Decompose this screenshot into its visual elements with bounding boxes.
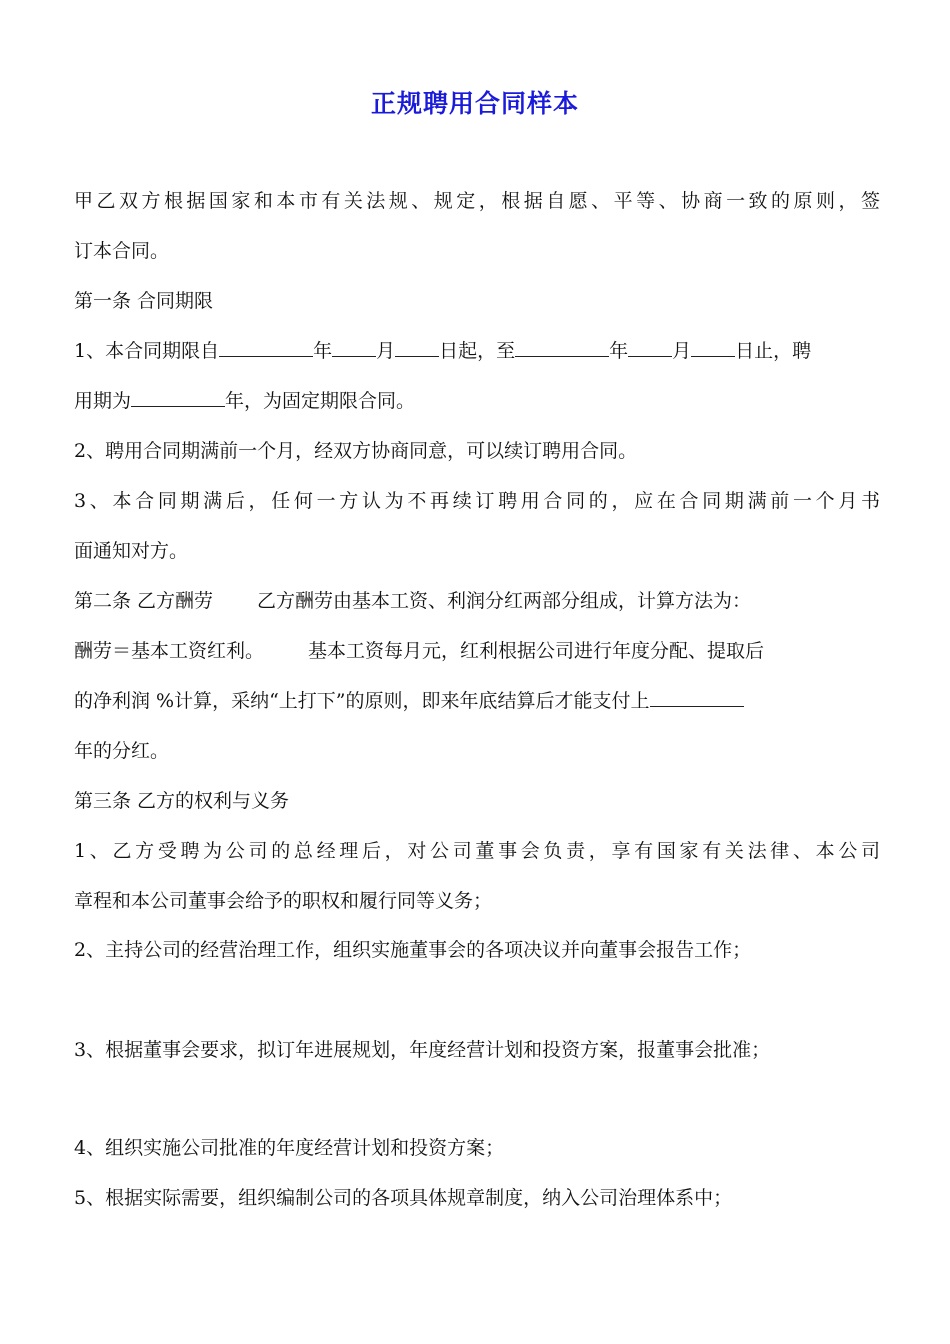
intro-line-2: 订本合同。 [74, 240, 170, 262]
article-3-item-4: 4、组织实施公司批准的年度经营计划和投资方案； [74, 1137, 505, 1159]
article-2-line-4: 年的分红。 [74, 740, 170, 762]
article-3-item-1-line-1: 1、乙方受聘为公司的总经理后，对公司董事会负责，享有国家有关法律、本公司 [74, 840, 880, 862]
fill-in-blank[interactable] [131, 388, 225, 407]
article-3-item-3: 3、根据董事会要求，拟订年进展规划，年度经营计划和投资方案，报董事会批准； [74, 1039, 771, 1061]
fill-in-blank[interactable] [691, 338, 735, 357]
text-segment: 日止，聘 [735, 340, 812, 362]
text-segment: 年 [609, 340, 629, 362]
fill-in-blank[interactable] [395, 338, 439, 357]
article-3-item-1-line-2: 章程和本公司董事会给予的职权和履行同等义务； [74, 890, 493, 912]
article-1-item-3-line-2: 面通知对方。 [74, 540, 189, 562]
article-2-line-2 [74, 638, 880, 664]
text-segment: 日起，至 [439, 340, 516, 362]
article-2-heading: 第二条 乙方酬劳 [74, 590, 214, 612]
article-2-text: 基本工资每月元，红利根据公司进行年度分配、提取后 [308, 640, 765, 662]
article-3-item-5: 5、根据实际需要，组织编制公司的各项具体规章制度，纳入公司治理体系中； [74, 1187, 733, 1209]
intro-line-1: 甲乙双方根据国家和本市有关法规、规定，根据自愿、平等、协商一致的原则，签 [74, 190, 880, 212]
text-segment: 月 [672, 340, 692, 362]
text-segment: 年，为固定期限合同。 [225, 390, 416, 412]
fill-in-blank[interactable] [628, 338, 672, 357]
article-1-item-1-line-1 [74, 338, 880, 364]
text-segment: 月 [376, 340, 396, 362]
article-1-item-2: 2、聘用合同期满前一个月，经双方协商同意，可以续订聘用合同。 [74, 440, 638, 462]
article-1-heading: 第一条 合同期限 [74, 290, 214, 312]
article-2-line-3 [74, 688, 880, 714]
article-2-line-1 [74, 588, 880, 614]
fill-in-blank[interactable] [332, 338, 376, 357]
article-2-text: 的净利润 %计算，采纳“上打下”的原则，即来年底结算后才能支付上 [74, 690, 650, 712]
fill-in-blank[interactable] [219, 338, 313, 357]
article-2-text: 酬劳＝基本工资红利。 [74, 640, 265, 662]
fill-in-blank[interactable] [515, 338, 609, 357]
fill-in-blank[interactable] [650, 688, 744, 707]
document-title: 正规聘用合同样本 [370, 89, 579, 118]
text-segment: 年 [313, 340, 333, 362]
article-3-item-2: 2、主持公司的经营治理工作，组织实施董事会的各项决议并向董事会报告工作； [74, 939, 752, 961]
text-segment: 1、本合同期限自 [74, 340, 220, 362]
article-1-item-1-line-2 [74, 388, 880, 414]
text-segment: 用期为 [74, 390, 132, 412]
article-3-heading: 第三条 乙方的权利与义务 [74, 790, 290, 812]
article-1-item-3-line-1: 3、本合同期满后，任何一方认为不再续订聘用合同的，应在合同期满前一个月书 [74, 490, 880, 512]
article-2-text: 乙方酬劳由基本工资、利润分红两部分组成，计算方法为： [257, 590, 752, 612]
